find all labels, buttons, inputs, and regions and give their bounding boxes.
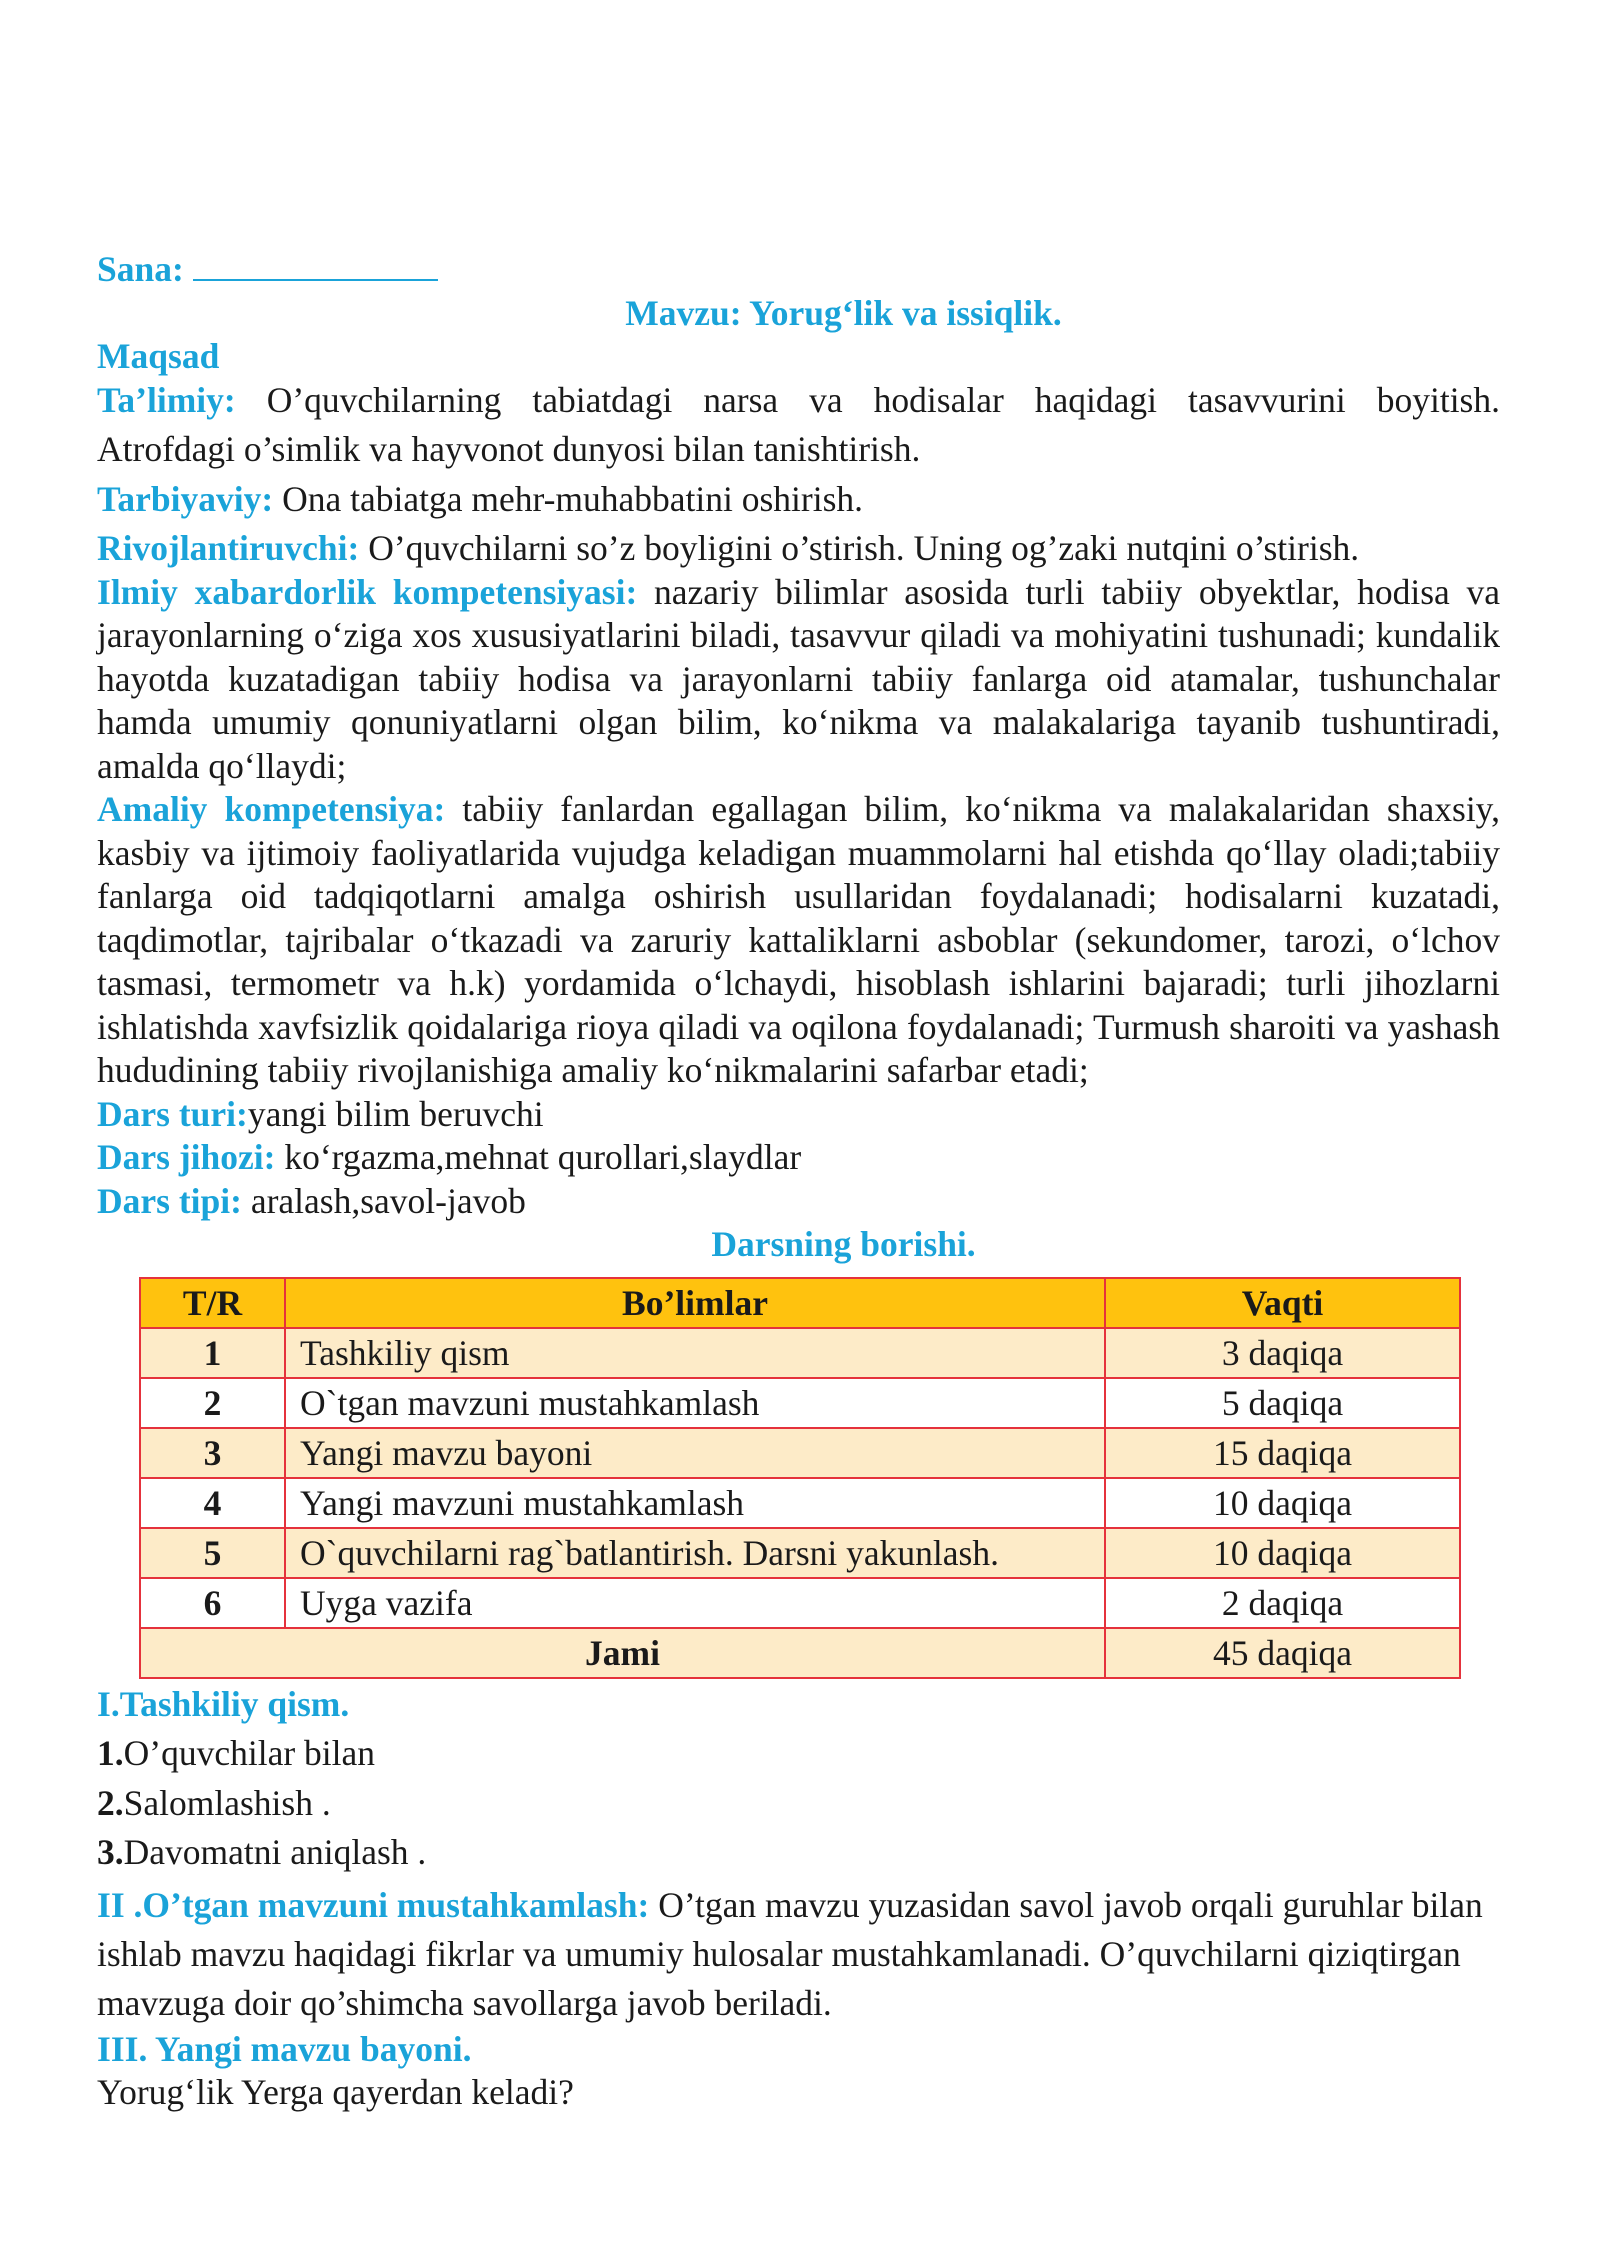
row-section: Tashkiliy qism: [285, 1328, 1105, 1378]
part1-item-number: 1.: [97, 1733, 124, 1773]
column-header: T/R: [140, 1278, 285, 1328]
educational-text: O’quvchilarning tabiatdagi narsa va hodisalar haqidagi tasavvurini boyitish.: [266, 379, 1500, 420]
part1-item-text: O’quvchilar bilan: [123, 1733, 376, 1773]
row-time: 10 daqiqa: [1105, 1528, 1460, 1578]
table-total-row: [140, 1628, 1460, 1678]
goals-heading: Maqsad: [97, 336, 220, 376]
lesson-kind-value: aralash,savol-javob: [250, 1180, 526, 1221]
science-competency: [97, 571, 1500, 789]
upbringing-label: Tarbiyaviy:: [97, 478, 274, 519]
table-row: [140, 1328, 1460, 1378]
lesson-equipment: [97, 1136, 1500, 1180]
row-number: 2: [140, 1378, 285, 1428]
table-row: [140, 1578, 1460, 1628]
table-row: [140, 1478, 1460, 1528]
lesson-equipment-label: Dars jihozi:: [97, 1137, 276, 1177]
table-row: [140, 1528, 1460, 1578]
part2-text: O’tgan mavzu yuzasidan savol javob orqali guruhlar bilan ishlab mavzu haqidagi fikrlar va umumiy hulosalar mustahkamlanadi. O’quvchilarni qiziqtirgan mavzuga doir qo’shimcha savollarga javob beriladi.: [97, 1884, 1483, 2023]
part1-heading: I.Tashkiliy qism.: [97, 1683, 350, 1724]
lesson-kind: [97, 1180, 1500, 1224]
lesson-type: [97, 1093, 1500, 1137]
row-section: O`tgan mavzuni mustahkamlash: [285, 1378, 1105, 1428]
table-row: [140, 1378, 1460, 1428]
part2-heading: II .O’tgan mavzuni mustahkamlash:: [97, 1884, 650, 1925]
lesson-equipment-value: ko‘rgazma,mehnat qurollari,slaydlar: [284, 1137, 802, 1177]
upbringing-text: Ona tabiatga mehr-muhabbatini oshirish.: [282, 478, 864, 519]
row-number: 6: [140, 1578, 285, 1628]
row-time: 5 daqiqa: [1105, 1378, 1460, 1428]
row-time: 3 daqiqa: [1105, 1328, 1460, 1378]
practical-competency-label: Amaliy kompetensiya:: [97, 789, 446, 829]
total-label: Jami: [140, 1628, 1105, 1678]
progress-heading: Darsning borishi.: [711, 1224, 976, 1264]
row-number: 4: [140, 1478, 285, 1528]
educational-goal-cont: Atrofdagi o’simlik va hayvonot dunyosi bilan tanishtirish.: [97, 429, 921, 469]
science-competency-label: Ilmiy xabardorlik kompetensiyasi:: [97, 571, 638, 612]
date-row: [97, 248, 1500, 292]
part1-item-text: Davomatni aniqlash .: [123, 1832, 427, 1872]
row-time: 15 daqiqa: [1105, 1428, 1460, 1478]
developing-label: Rivojlantiruvchi:: [97, 528, 360, 568]
row-time: 10 daqiqa: [1105, 1478, 1460, 1528]
part1-item-number: 3.: [97, 1832, 124, 1872]
table-header-row: [140, 1278, 1460, 1328]
part1-item-text: Salomlashish .: [123, 1782, 331, 1823]
row-number: 3: [140, 1428, 285, 1478]
row-number: 5: [140, 1528, 285, 1578]
row-section: Yangi mavzuni mustahkamlash: [285, 1478, 1105, 1528]
practical-competency: [97, 788, 1500, 1093]
lesson-progress-table: [139, 1277, 1461, 1679]
part2-paragraph: [97, 1881, 1500, 2028]
lesson-type-value: yangi bilim beruvchi: [247, 1093, 544, 1134]
total-value: 45 daqiqa: [1105, 1628, 1460, 1678]
lesson-kind-label: Dars tipi:: [97, 1180, 242, 1221]
row-section: Uyga vazifa: [285, 1578, 1105, 1628]
table-row: [140, 1428, 1460, 1478]
column-header: Vaqti: [1105, 1278, 1460, 1328]
row-section: Yangi mavzu bayoni: [285, 1428, 1105, 1478]
part3-question: Yorug‘lik Yerga qayerdan keladi?: [97, 2072, 574, 2112]
date-label: Sana:: [97, 249, 184, 289]
row-number: 1: [140, 1328, 285, 1378]
part1-item-number: 2.: [97, 1782, 124, 1823]
practical-competency-text: tabiiy fanlardan egallagan bilim, ko‘nikma va malakalaridan shaxsiy, kasbiy va ijtimoiy faoliyatlarida vujudga keladigan muammolarni hal etishda qo‘llay oladi;tabiiy fanlarga oid tadqiqotlarni amalga oshirish usullaridan foydalanadi; hodisalarni kuzatadi, taqdimotlar, tajribalar o‘tkazadi va zaruriy kattaliklarni asboblar (sekundomer, tarozi, o‘lchov tasmasi, termometr va h.k) yordamida o‘lchaydi, hisoblash ishlarini bajaradi; turli jihozlarni ishlatishda xavfsizlik qoidalariga rioya qiladi va oqilona foydalanadi; Turmush sharoiti va yashash hududining tabiiy rivojlanishiga amaliy ko‘nikmalarini safarbar etadi;: [97, 789, 1500, 1090]
educational-label: Ta’limiy:: [97, 379, 236, 420]
science-competency-text: nazariy bilimlar asosida turli tabiiy obyektlar, hodisa va jarayonlarning o‘ziga xos xususiyatlarini biladi, tasavvur qiladi va mohiyatini tushunadi; kundalik hayotda kuzatadigan tabiiy hodisa va jarayonlarni tabiiy fanlarga oid atamalar, tushunchalar hamda umumiy qonuniyatlarni olgan bilim, ko‘nikma va malakalariga tayanib tushuntiradi, amalda qo‘llaydi;: [97, 571, 1500, 786]
developing-goal: [97, 527, 1500, 571]
part3-heading: III. Yangi mavzu bayoni.: [97, 2028, 472, 2069]
educational-goal: [97, 379, 1500, 423]
part1-item: [97, 1782, 1500, 1826]
row-time: 2 daqiqa: [1105, 1578, 1460, 1628]
lesson-type-label: Dars turi:: [97, 1093, 248, 1134]
part1-item: [97, 1831, 1500, 1875]
row-section: O`quvchilarni rag`batlantirish. Darsni yakunlash.: [285, 1528, 1105, 1578]
upbringing-goal: [97, 478, 1500, 522]
developing-text: O’quvchilarni so’z boyligini o’stirish. Uning og’zaki nutqini o’stirish.: [368, 528, 1360, 568]
date-blank-line: [193, 251, 438, 281]
topic-title: Mavzu: Yorug‘lik va issiqlik.: [625, 292, 1062, 333]
part1-item: [97, 1732, 1500, 1776]
column-header: Bo’limlar: [285, 1278, 1105, 1328]
